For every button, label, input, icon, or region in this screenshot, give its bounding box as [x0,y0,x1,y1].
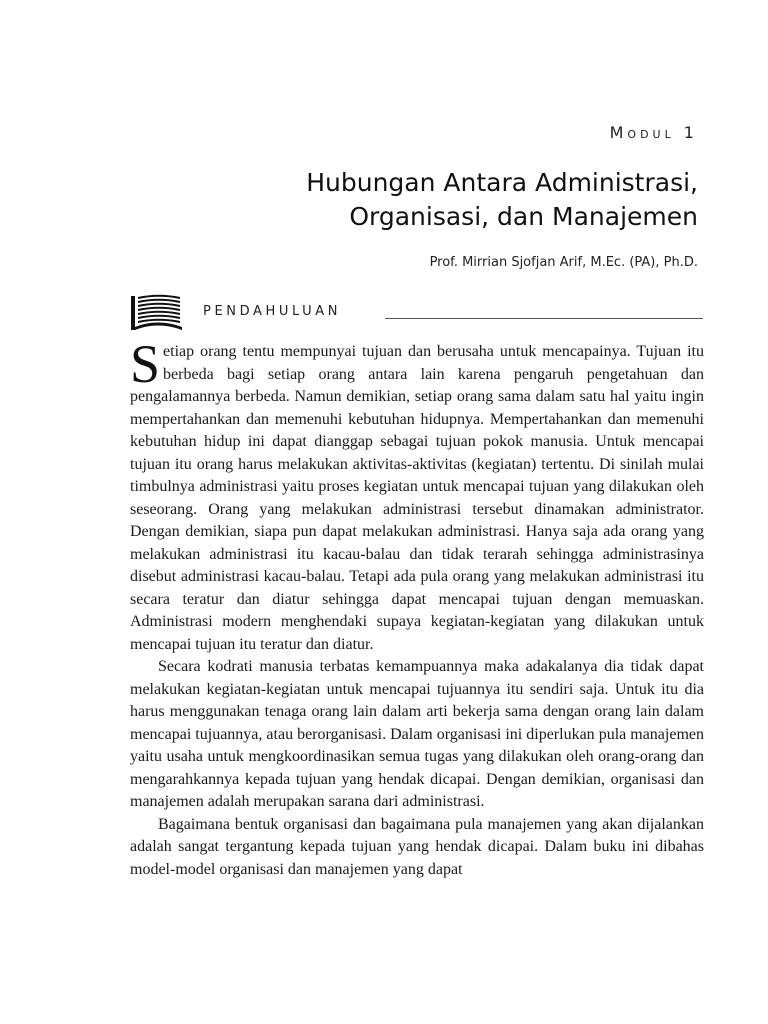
author-name: Prof. Mirrian Sjofjan Arif, M.Ec. (PA), Ph.D. [429,255,698,270]
chapter-title-line-2: Organisasi, dan Manajemen [349,202,698,231]
body-text [130,334,704,881]
module-label: Modul 1 [609,123,698,142]
drop-cap: S [130,334,161,394]
paragraph-3: Bagaimana bentuk organisasi dan bagaimana pula manajemen yang akan dijalankan adalah sangat tergantung kepada tujuan yang hendak dicapai. Dalam buku ini dibahas model-model organisasi dan manajemen yang dapat [130,815,704,878]
chapter-title [178,166,698,234]
paragraph-2: Secara kodrati manusia terbatas kemampuannya maka adakalanya dia tidak dapat melakukan kegiatan-kegiatan untuk mencapai tujuannya itu sendiri saja. Untuk itu dia harus menggunakan tenaga orang lain dalam arti bekerja sama dengan orang lain dalam mencapai tujuannya, atau berorganisasi. Dalam organisasi ini diperlukan pula manajemen yaitu usaha untuk mengkoordinasikan semua tugas yang dilakukan oleh orang-orang dan mengarahkannya kepada tujuan yang hendak dicapai. Dengan demikian, organisasi dan manajemen adalah merupakan sarana dari administrasi. [130,658,704,810]
paragraph-1 [130,334,704,656]
section-heading: PENDAHULUAN [203,304,342,319]
chapter-title-line-1: Hubungan Antara Administrasi, [306,168,698,197]
book-pages-icon [130,294,184,332]
paragraph-1-text: etiap orang tentu mempunyai tujuan dan berusaha untuk mencapainya. Tujuan itu berbeda bagi setiap orang antara lain karena pengaruh pengetahuan dan pengalamannya berbeda. Namun demikian, setiap orang sama dalam satu hal yaitu ingin mempertahankan dan memenuhi kebutuhan hidupnya. Mempertahankan dan memenuhi kebutuhan hidup ini dapat dianggap sebagai tujuan pokok manusia. Untuk mencapai tujuan itu orang harus melakukan aktivitas-aktivitas (kegiatan) tertentu. Di sinilah mulai timbulnya administrasi yaitu proses kegiatan untuk mencapai tujuan yang dilakukan oleh seseorang. Orang yang melakukan administrasi tersebut dinamakan administrator. Dengan demikian, siapa pun dapat melakukan administrasi. Hanya saja ada orang yang melakukan administrasi itu kacau-balau dan tidak terarah sehingga administrasinya disebut administrasi kacau-balau. Tetapi ada pula orang yang melakukan administrasi itu secara teratur dan diatur sehingga dapat mencapai tujuan dengan memuaskan. Administrasi modern menghendaki supaya kegiatan-kegiatan yang dilakukan untuk mencapai tujuan itu teratur dan diatur. [130,343,704,653]
section-divider [385,318,703,319]
